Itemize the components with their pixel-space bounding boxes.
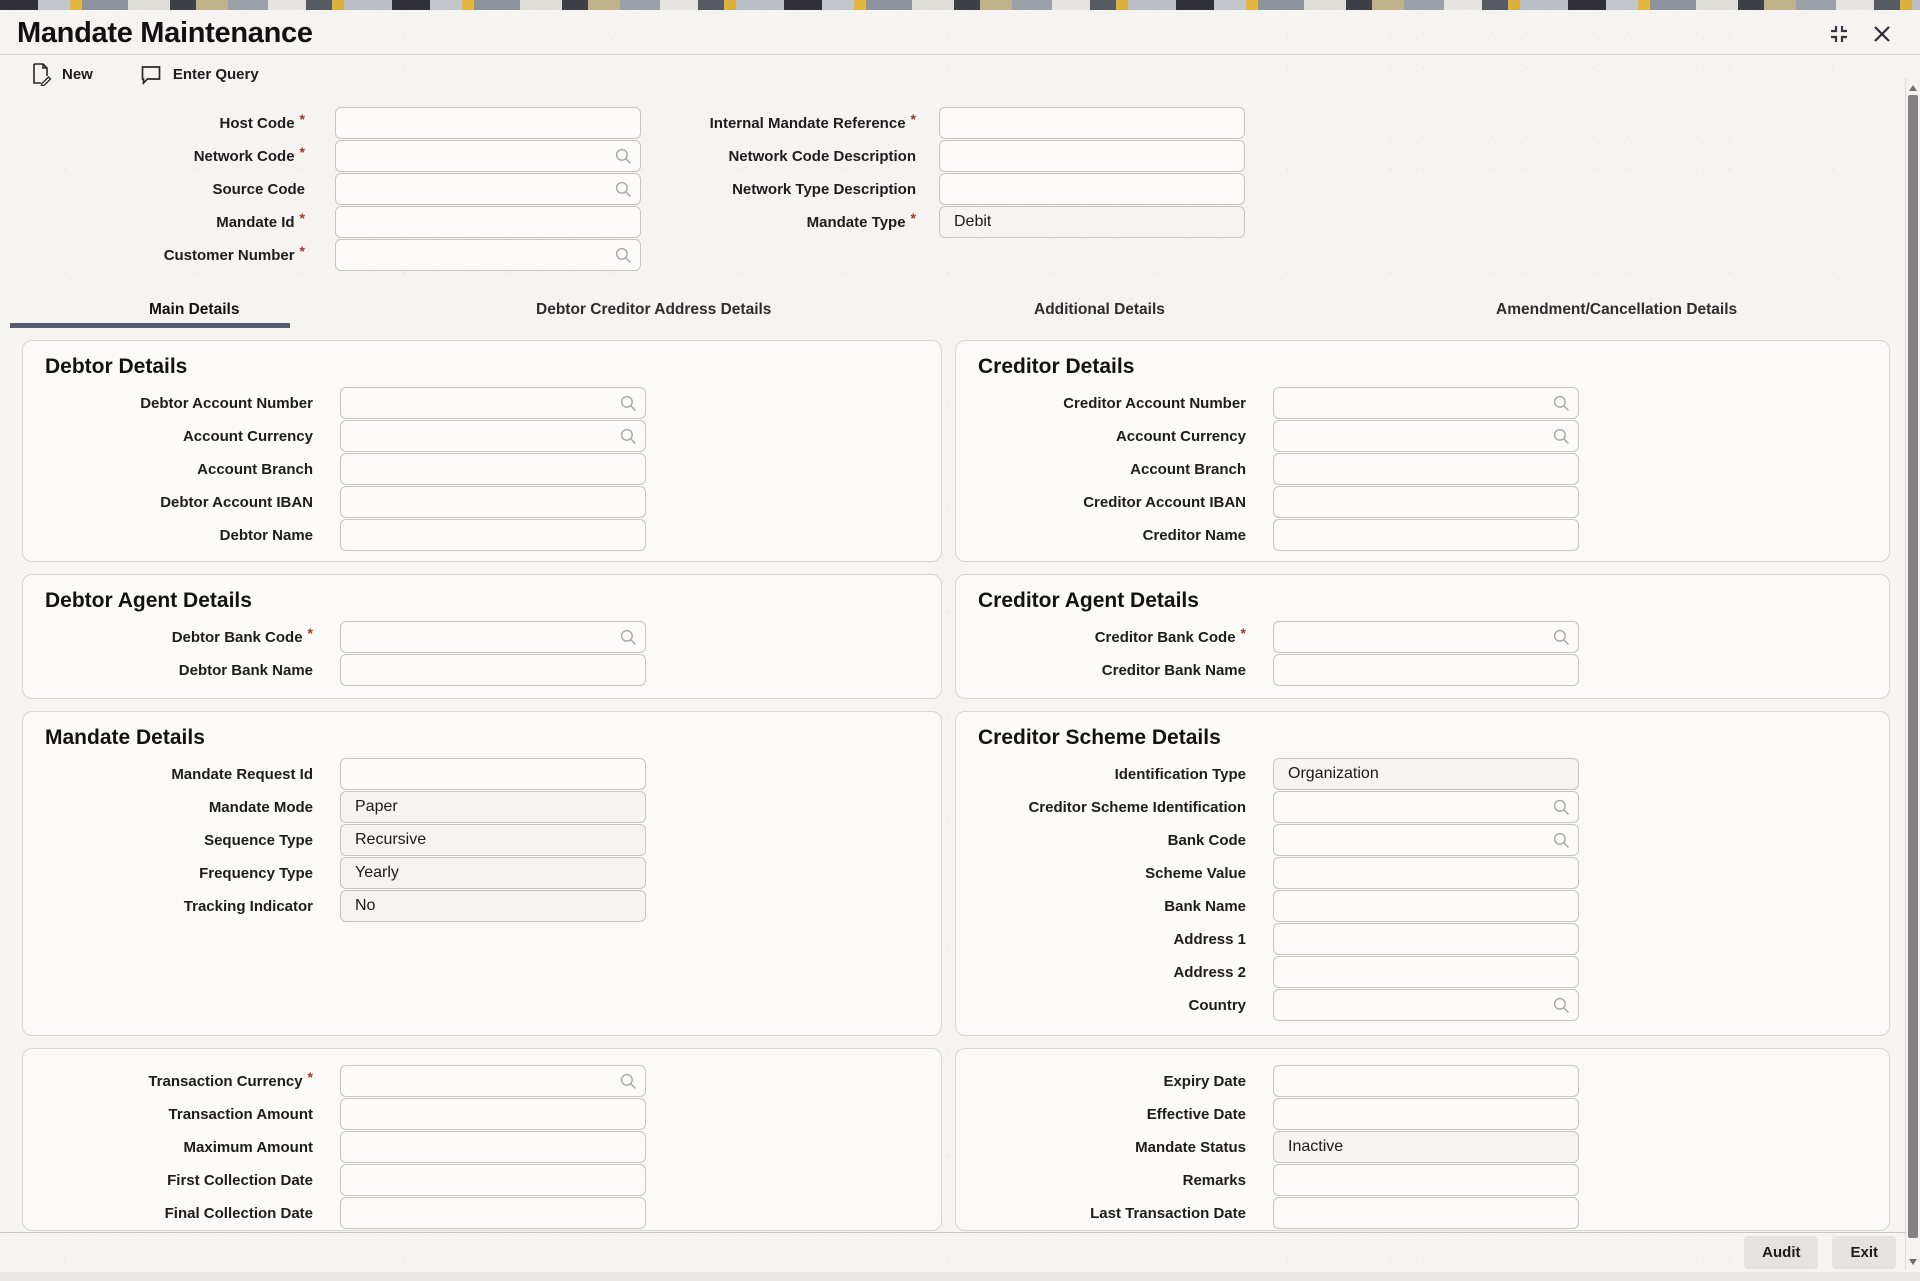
- address-2-label: [956, 964, 1246, 981]
- creditor-name-label-text: Creditor Name: [1142, 526, 1246, 544]
- creditor-account-branch-label-text: Account Branch: [1130, 460, 1246, 478]
- creditor-account-branch-label: [956, 461, 1246, 478]
- host-code-input[interactable]: [335, 107, 641, 139]
- country-input[interactable]: [1273, 989, 1579, 1021]
- mandate-type-input[interactable]: [939, 206, 1245, 238]
- final-collection-date-label-text: Final Collection Date: [164, 1204, 313, 1222]
- tab-amendment-cancellation-details[interactable]: Amendment/Cancellation Details: [1496, 301, 1738, 318]
- debtor-bank-name-field: [23, 654, 941, 686]
- required-asterisk: *: [299, 242, 305, 259]
- country-label: [956, 997, 1246, 1014]
- network-code-description-label: [681, 148, 916, 165]
- debtor-bank-code-label-text: Debtor Bank Code: [171, 628, 303, 646]
- creditor-scheme-details-panel: [955, 711, 1890, 1036]
- scheme-value-label-text: Scheme Value: [1145, 864, 1246, 882]
- remarks-label-text: Remarks: [1182, 1171, 1246, 1189]
- search-icon[interactable]: [619, 628, 638, 647]
- creditor-account-number-input[interactable]: [1273, 387, 1579, 419]
- network-type-description-field: [681, 173, 1245, 205]
- sequence-type-input[interactable]: [340, 824, 646, 856]
- detail-tabs: [0, 292, 1920, 328]
- address-2-field: [956, 956, 1889, 988]
- search-icon[interactable]: [614, 246, 633, 265]
- network-code-label-text: Network Code: [193, 147, 295, 165]
- search-icon[interactable]: [1552, 427, 1571, 446]
- mandate-id-label: [0, 209, 305, 231]
- effective-date-field: [956, 1098, 1889, 1130]
- creditor-name-field: [956, 519, 1889, 551]
- debtor-account-currency-label: [23, 428, 313, 445]
- audit-button[interactable]: Audit: [1744, 1236, 1818, 1269]
- close-button[interactable]: [1869, 21, 1895, 47]
- search-icon[interactable]: [614, 147, 633, 166]
- tab-main-details[interactable]: Main Details: [149, 301, 240, 318]
- host-code-label: [0, 110, 305, 132]
- debtor-account-currency-input[interactable]: [340, 420, 646, 452]
- required-asterisk: *: [299, 209, 305, 226]
- key-form-left-column: [0, 107, 641, 272]
- close-x-icon: [1871, 23, 1893, 45]
- debtor-bank-name-label: [23, 662, 313, 679]
- debtor-bank-code-input[interactable]: [340, 621, 646, 653]
- main-details-content: [22, 340, 1920, 1231]
- mandate-status-panel: [955, 1048, 1890, 1231]
- creditor-bank-code-label-text: Creditor Bank Code: [1094, 628, 1236, 646]
- maximum-amount-label-text: Maximum Amount: [183, 1138, 313, 1156]
- mandate-request-id-label: [23, 766, 313, 783]
- identification-type-input[interactable]: [1273, 758, 1579, 790]
- mandate-id-field: [0, 206, 641, 238]
- customer-number-label-text: Customer Number: [163, 246, 295, 264]
- internal-mandate-reference-label-text: Internal Mandate Reference: [709, 114, 906, 132]
- network-code-description-label-text: Network Code Description: [728, 147, 916, 165]
- required-asterisk: *: [1240, 624, 1246, 641]
- mandate-mode-label-text: Mandate Mode: [208, 798, 313, 816]
- debtor-bank-name-label-text: Debtor Bank Name: [178, 661, 313, 679]
- final-collection-date-input[interactable]: [340, 1197, 646, 1229]
- creditor-scheme-details-heading: Creditor Scheme Details: [978, 726, 1221, 749]
- creditor-bank-name-input[interactable]: [1273, 654, 1579, 686]
- mandate-request-id-input[interactable]: [340, 758, 646, 790]
- host-code-label-text: Host Code: [219, 114, 295, 132]
- mandate-status-input[interactable]: [1273, 1131, 1579, 1163]
- debtor-account-currency-field: [23, 420, 941, 452]
- frequency-type-input[interactable]: [340, 857, 646, 889]
- creditor-name-input[interactable]: [1273, 519, 1579, 551]
- remarks-input[interactable]: [1273, 1164, 1579, 1196]
- creditor-bank-name-field: [956, 654, 1889, 686]
- mandate-request-id-label-text: Mandate Request Id: [171, 765, 313, 783]
- frequency-type-field: [23, 857, 941, 889]
- source-code-input[interactable]: [335, 173, 641, 205]
- creditor-bank-code-input[interactable]: [1273, 621, 1579, 653]
- last-transaction-date-field: [956, 1197, 1889, 1229]
- debtor-account-branch-label: [23, 461, 313, 478]
- first-collection-date-label-text: First Collection Date: [167, 1171, 313, 1189]
- last-transaction-date-input[interactable]: [1273, 1197, 1579, 1229]
- debtor-account-iban-input[interactable]: [340, 486, 646, 518]
- creditor-account-branch-field: [956, 453, 1889, 485]
- expiry-date-field: [956, 1065, 1889, 1097]
- mandate-details-heading: Mandate Details: [45, 726, 205, 749]
- sequence-type-label-text: Sequence Type: [204, 831, 313, 849]
- transaction-currency-field: [23, 1065, 941, 1097]
- identification-type-value: Organization: [1288, 765, 1379, 782]
- creditor-account-currency-field: [956, 420, 1889, 452]
- mandate-status-value: Inactive: [1288, 1138, 1344, 1155]
- action-toolbar: [0, 55, 1920, 93]
- debtor-details-heading: Debtor Details: [45, 355, 188, 378]
- scheme-bank-code-input[interactable]: [1273, 824, 1579, 856]
- creditor-details-panel: [955, 340, 1890, 562]
- scheme-value-field: [956, 857, 1889, 889]
- maximum-amount-field: [23, 1131, 941, 1163]
- debtor-name-label-text: Debtor Name: [219, 526, 313, 544]
- key-form-right-column: [681, 107, 1245, 272]
- transaction-currency-label: [23, 1068, 313, 1090]
- creditor-name-label: [956, 527, 1246, 544]
- required-asterisk: *: [299, 110, 305, 127]
- restore-layout-button[interactable]: [1825, 20, 1853, 48]
- mandate-type-label-text: Mandate Type: [806, 213, 906, 231]
- new-document-pencil-icon: [30, 62, 52, 86]
- search-icon[interactable]: [1552, 996, 1571, 1015]
- expiry-date-label-text: Expiry Date: [1163, 1072, 1246, 1090]
- debtor-account-currency-label-text: Account Currency: [182, 427, 313, 445]
- scheme-bank-code-label-text: Bank Code: [1167, 831, 1246, 849]
- search-icon[interactable]: [1552, 798, 1571, 817]
- active-tab-underline: [10, 323, 290, 328]
- mandate-status-label: [956, 1139, 1246, 1156]
- mandate-details-panel: [22, 711, 942, 1036]
- internal-mandate-reference-field: [681, 107, 1245, 139]
- search-icon[interactable]: [619, 394, 638, 413]
- search-icon[interactable]: [614, 180, 633, 199]
- creditor-bank-name-label: [956, 662, 1246, 679]
- transaction-amount-label-text: Transaction Amount: [168, 1105, 313, 1123]
- creditor-bank-code-label: [956, 624, 1246, 646]
- mandate-type-field: [681, 206, 1245, 238]
- identification-type-label-text: Identification Type: [1114, 765, 1246, 783]
- tracking-indicator-field: [23, 890, 941, 922]
- debtor-details-panel: [22, 340, 942, 562]
- remarks-label: [956, 1172, 1246, 1189]
- expiry-date-input[interactable]: [1273, 1065, 1579, 1097]
- mandate-mode-input[interactable]: [340, 791, 646, 823]
- creditor-account-number-label-text: Creditor Account Number: [1063, 394, 1246, 412]
- creditor-agent-details-panel: [955, 574, 1890, 699]
- network-type-description-input[interactable]: [939, 173, 1245, 205]
- remarks-field: [956, 1164, 1889, 1196]
- search-icon[interactable]: [1552, 628, 1571, 647]
- transaction-currency-label-text: Transaction Currency: [148, 1072, 303, 1090]
- exit-button[interactable]: Exit: [1832, 1236, 1896, 1269]
- new-button-label: New: [62, 65, 93, 83]
- country-label-text: Country: [1188, 996, 1246, 1014]
- internal-mandate-reference-label: [681, 110, 916, 132]
- first-collection-date-input[interactable]: [340, 1164, 646, 1196]
- required-asterisk: *: [307, 1068, 313, 1085]
- footer-bar: [0, 1232, 1920, 1272]
- creditor-account-iban-label: [956, 494, 1246, 511]
- creditor-scheme-identification-input[interactable]: [1273, 791, 1579, 823]
- scheme-bank-name-label: [956, 898, 1246, 915]
- debtor-account-branch-field: [23, 453, 941, 485]
- debtor-bank-code-label: [23, 624, 313, 646]
- first-collection-date-field: [23, 1164, 941, 1196]
- tracking-indicator-label-text: Tracking Indicator: [183, 897, 313, 915]
- debtor-bank-name-input[interactable]: [340, 654, 646, 686]
- debtor-account-iban-label-text: Debtor Account IBAN: [160, 493, 313, 511]
- effective-date-label: [956, 1106, 1246, 1123]
- new-button[interactable]: [30, 62, 93, 86]
- creditor-scheme-identification-field: [956, 791, 1889, 823]
- search-icon[interactable]: [1552, 394, 1571, 413]
- debtor-account-branch-label-text: Account Branch: [197, 460, 313, 478]
- mandate-status-field: [956, 1131, 1889, 1163]
- exit-fullscreen-icon: [1827, 22, 1851, 46]
- customer-number-field: [0, 239, 641, 271]
- network-type-description-label: [681, 181, 916, 198]
- comment-bubble-icon: [139, 62, 163, 86]
- creditor-account-number-label: [956, 395, 1246, 412]
- network-code-description-input[interactable]: [939, 140, 1245, 172]
- creditor-details-heading: Creditor Details: [978, 355, 1135, 378]
- network-code-field: [0, 140, 641, 172]
- frequency-type-label: [23, 865, 313, 882]
- scheme-bank-code-field: [956, 824, 1889, 856]
- search-icon[interactable]: [619, 427, 638, 446]
- debtor-agent-details-panel: [22, 574, 942, 699]
- debtor-name-label: [23, 527, 313, 544]
- network-code-description-field: [681, 140, 1245, 172]
- creditor-account-branch-input[interactable]: [1273, 453, 1579, 485]
- creditor-account-currency-label: [956, 428, 1246, 445]
- source-code-field: [0, 173, 641, 205]
- identification-type-field: [956, 758, 1889, 790]
- scroll-up-button[interactable]: [1906, 81, 1920, 93]
- mandate-key-form: [0, 107, 1920, 272]
- address-1-field: [956, 923, 1889, 955]
- effective-date-input[interactable]: [1273, 1098, 1579, 1130]
- debtor-agent-details-heading: Debtor Agent Details: [45, 589, 252, 612]
- creditor-bank-name-label-text: Creditor Bank Name: [1101, 661, 1246, 679]
- required-asterisk: *: [910, 209, 916, 226]
- transaction-amount-field: [23, 1098, 941, 1130]
- page-title: Mandate Maintenance: [17, 17, 313, 49]
- debtor-account-iban-field: [23, 486, 941, 518]
- address-1-input[interactable]: [1273, 923, 1579, 955]
- decor-top-strip: [0, 0, 1920, 10]
- mandate-status-label-text: Mandate Status: [1135, 1138, 1246, 1156]
- sequence-type-value: Recursive: [355, 831, 427, 848]
- source-code-label-text: Source Code: [212, 180, 305, 198]
- expiry-date-label: [956, 1073, 1246, 1090]
- search-icon[interactable]: [619, 1072, 638, 1091]
- debtor-account-number-label: [23, 395, 313, 412]
- required-asterisk: *: [910, 110, 916, 127]
- required-asterisk: *: [299, 143, 305, 160]
- debtor-account-number-input[interactable]: [340, 387, 646, 419]
- maximum-amount-label: [23, 1139, 313, 1156]
- address-2-label-text: Address 2: [1173, 963, 1246, 981]
- source-code-label: [0, 181, 305, 198]
- creditor-account-currency-label-text: Account Currency: [1115, 427, 1246, 445]
- debtor-account-number-field: [23, 387, 941, 419]
- tracking-indicator-input[interactable]: [340, 890, 646, 922]
- enter-query-button-label: Enter Query: [172, 65, 259, 83]
- mandate-id-input[interactable]: [335, 206, 641, 238]
- decor-bottom-strip: [0, 1272, 1920, 1281]
- creditor-bank-code-field: [956, 621, 1889, 653]
- scheme-value-label: [956, 865, 1246, 882]
- mandate-mode-field: [23, 791, 941, 823]
- transaction-currency-input[interactable]: [340, 1065, 646, 1097]
- first-collection-date-label: [23, 1172, 313, 1189]
- search-icon[interactable]: [1552, 831, 1571, 850]
- debtor-bank-code-field: [23, 621, 941, 653]
- window-controls: [1825, 20, 1895, 48]
- effective-date-label-text: Effective Date: [1146, 1105, 1246, 1123]
- tab-additional-details[interactable]: Additional Details: [1034, 301, 1165, 318]
- mandate-mode-label: [23, 799, 313, 816]
- scheme-bank-code-label: [956, 832, 1246, 849]
- customer-number-label: [0, 242, 305, 264]
- transaction-details-panel: [22, 1048, 942, 1231]
- frequency-type-value: Yearly: [355, 864, 399, 881]
- vertical-scrollbar[interactable]: [1905, 78, 1920, 1270]
- scheme-bank-name-label-text: Bank Name: [1164, 897, 1246, 915]
- address-1-label-text: Address 1: [1173, 930, 1246, 948]
- maximum-amount-input[interactable]: [340, 1131, 646, 1163]
- creditor-account-iban-label-text: Creditor Account IBAN: [1083, 493, 1246, 511]
- creditor-account-iban-field: [956, 486, 1889, 518]
- address-2-input[interactable]: [1273, 956, 1579, 988]
- window-header: [0, 10, 1920, 55]
- scrollbar-thumb[interactable]: [1908, 95, 1918, 1238]
- final-collection-date-field: [23, 1197, 941, 1229]
- mandate-mode-value: Paper: [355, 798, 398, 815]
- debtor-name-field: [23, 519, 941, 551]
- scroll-down-button[interactable]: [1906, 1255, 1920, 1267]
- debtor-account-number-label-text: Debtor Account Number: [140, 394, 313, 412]
- mandate-type-value: Debit: [954, 213, 992, 230]
- internal-mandate-reference-input[interactable]: [939, 107, 1245, 139]
- creditor-scheme-identification-label: [956, 799, 1246, 816]
- creditor-account-iban-input[interactable]: [1273, 486, 1579, 518]
- mandate-id-label-text: Mandate Id: [216, 213, 295, 231]
- country-field: [956, 989, 1889, 1021]
- required-asterisk: *: [307, 624, 313, 641]
- debtor-account-branch-input[interactable]: [340, 453, 646, 485]
- sequence-type-field: [23, 824, 941, 856]
- scheme-bank-name-input[interactable]: [1273, 890, 1579, 922]
- network-type-description-label-text: Network Type Description: [732, 180, 916, 198]
- creditor-account-number-field: [956, 387, 1889, 419]
- mandate-request-id-field: [23, 758, 941, 790]
- creditor-account-currency-input[interactable]: [1273, 420, 1579, 452]
- customer-number-input[interactable]: [335, 239, 641, 271]
- creditor-agent-details-heading: Creditor Agent Details: [978, 589, 1199, 612]
- transaction-amount-input[interactable]: [340, 1098, 646, 1130]
- tracking-indicator-value: No: [355, 897, 376, 914]
- last-transaction-date-label-text: Last Transaction Date: [1090, 1204, 1246, 1222]
- debtor-name-input[interactable]: [340, 519, 646, 551]
- scheme-bank-name-field: [956, 890, 1889, 922]
- enter-query-button[interactable]: [139, 62, 259, 86]
- debtor-account-iban-label: [23, 494, 313, 511]
- creditor-scheme-identification-label-text: Creditor Scheme Identification: [1028, 798, 1246, 816]
- sequence-type-label: [23, 832, 313, 849]
- transaction-amount-label: [23, 1106, 313, 1123]
- address-1-label: [956, 931, 1246, 948]
- mandate-type-label: [681, 209, 916, 231]
- tracking-indicator-label: [23, 898, 313, 915]
- host-code-field: [0, 107, 641, 139]
- final-collection-date-label: [23, 1205, 313, 1222]
- network-code-input[interactable]: [335, 140, 641, 172]
- frequency-type-label-text: Frequency Type: [199, 864, 313, 882]
- scheme-value-input[interactable]: [1273, 857, 1579, 889]
- identification-type-label: [956, 766, 1246, 783]
- last-transaction-date-label: [956, 1205, 1246, 1222]
- tab-debtor-creditor-address-details[interactable]: Debtor Creditor Address Details: [536, 301, 772, 318]
- network-code-label: [0, 143, 305, 165]
